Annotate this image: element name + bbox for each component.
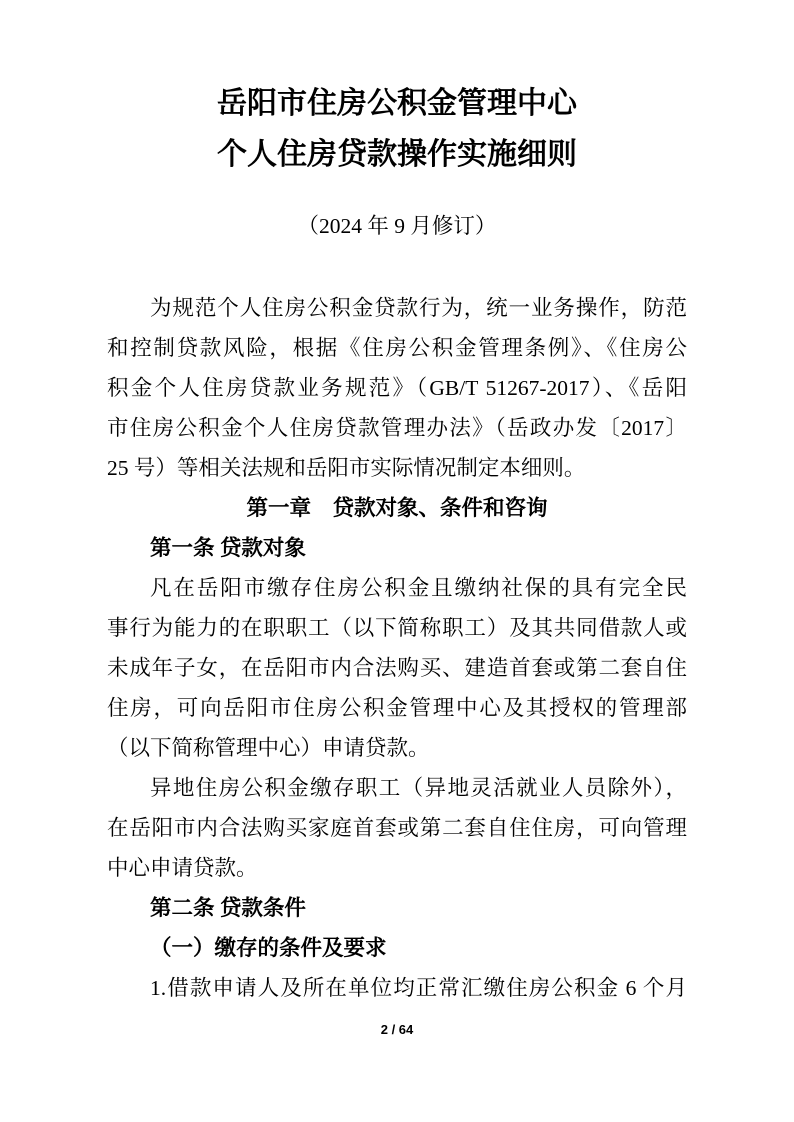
article2-item1-line: 1.借款申请人及所在单位均正常汇缴住房公积金 6 个月	[150, 976, 687, 1000]
chapter-heading: 第一章 贷款对象、条件和咨询	[246, 496, 548, 520]
intro-line: 市住房公积金个人住房贷款管理办法》（岳政办发〔2017〕	[107, 416, 687, 440]
document-body	[107, 288, 687, 1008]
article2-sub1-heading: （一）缴存的条件及要求	[150, 936, 387, 960]
article1-para2-line: 中心申请贷款。	[107, 856, 258, 880]
intro-line: 和控制贷款风险，根据《住房公积金管理条例》、《住房公	[107, 336, 687, 360]
article1-para1-line: 住房，可向岳阳市住房公积金管理中心及其授权的管理部	[107, 696, 687, 720]
page-number: 2 / 64	[380, 1022, 414, 1037]
article1-para1-line: 未成年子女，在岳阳市内合法购买、建造首套或第二套自住	[107, 656, 687, 680]
document-title-line2: 个人住房贷款操作实施细则	[217, 138, 577, 171]
document-title	[0, 78, 794, 180]
article1-para2-line: 异地住房公积金缴存职工（异地灵活就业人员除外），	[150, 776, 687, 800]
article1-para2-line: 在岳阳市内合法购买家庭首套或第二套自住住房，可向管理	[107, 816, 687, 840]
intro-line: 25 号）等相关法规和岳阳市实际情况制定本细则。	[107, 456, 586, 480]
article1-para1-line: 凡在岳阳市缴存住房公积金且缴纳社保的具有完全民	[150, 576, 687, 600]
document-title-line1: 岳阳市住房公积金管理中心	[217, 87, 577, 120]
article1-heading: 第一条 贷款对象	[150, 536, 306, 560]
intro-line: 积金个人住房贷款业务规范》（GB/T 51267-2017）、《岳阳	[107, 376, 687, 400]
article1-para1-line: （以下简称管理中心）申请贷款。	[107, 736, 430, 760]
article1-para1-line: 事行为能力的在职职工（以下简称职工）及其共同借款人或	[107, 616, 687, 640]
revision-note: （2024 年 9 月修订）	[297, 214, 497, 238]
intro-line: 为规范个人住房公积金贷款行为，统一业务操作，防范	[150, 296, 687, 320]
article2-heading: 第二条 贷款条件	[150, 896, 306, 920]
